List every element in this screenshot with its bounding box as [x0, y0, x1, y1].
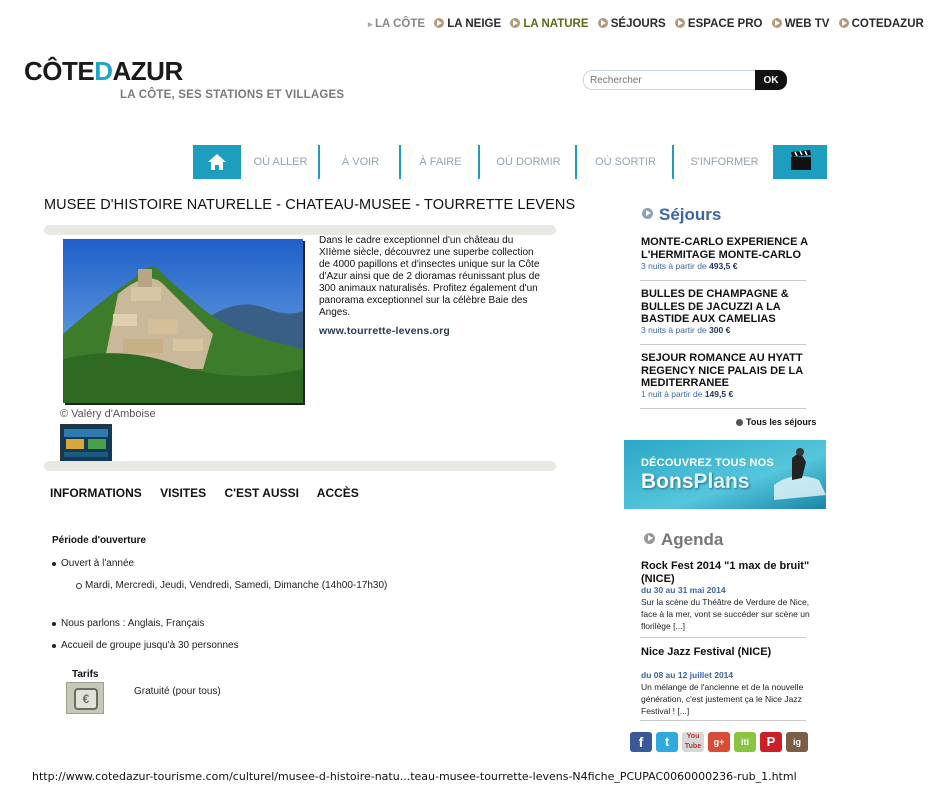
play-bullet-icon [644, 533, 655, 544]
divider [640, 720, 806, 721]
tab-visites[interactable]: VISITES [160, 486, 207, 500]
top-nav-sejours[interactable]: SÉJOURS [598, 18, 666, 30]
tab-c-est-aussi[interactable]: C'EST AUSSI [224, 486, 299, 500]
sejour-item-price: 3 nuits à partir de 300 € [641, 325, 731, 335]
sejour-item-price: 3 nuits à partir de 493,5 € [641, 261, 738, 271]
status-bar-url: http://www.cotedazur-tourisme.com/culturel/musee-d-histoire-natu...teau-musee-tourrette-levens-N4fiche_PCUPAC0060000236-rub_1.html [32, 770, 797, 783]
clapperboard-icon [775, 145, 827, 179]
agenda-item-title[interactable]: Rock Fest 2014 "1 max de bruit" (NICE) [641, 560, 810, 585]
agenda-item-desc: Sur la scène du Théâtre de Verdure de Nice, face à la mer, vont se succéder sur scène un florilège [...] [641, 597, 810, 631]
agenda-heading: Agenda [644, 530, 723, 550]
banner-title: BonsPlans [641, 470, 750, 493]
top-nav-web-tv[interactable]: WEB TV [772, 18, 830, 30]
content-top-bar [44, 225, 556, 235]
site-logo[interactable]: CÔTEDAZUR [24, 56, 183, 86]
instagram-icon[interactable]: ig [786, 732, 808, 752]
bons-plans-banner[interactable] [624, 440, 826, 509]
page-title: MUSEE D'HISTOIRE NATURELLE - CHATEAU-MUSEE - TOURRETTE LEVENS [44, 197, 576, 213]
divider [640, 637, 806, 638]
tab-acces[interactable]: ACCÈS [316, 486, 359, 500]
menu-ou-dormir[interactable]: OÙ DORMIR [480, 145, 577, 179]
play-bullet-icon [510, 18, 520, 28]
list-item-groups: Accueil de groupe jusqu'à 30 personnes [61, 640, 239, 651]
sejour-item-title[interactable]: SEJOUR ROMANCE AU HYATT REGENCY NICE PALAIS DE LA MEDITERRANEE [641, 352, 803, 389]
divider [640, 280, 806, 281]
itineraire-icon[interactable]: iti [734, 732, 756, 752]
play-bullet-icon [675, 18, 685, 28]
top-nav-la-neige[interactable]: LA NEIGE [434, 18, 501, 30]
sejour-item-price: 1 nuit à partir de 149,5 € [641, 389, 734, 399]
euro-icon: € [66, 682, 104, 714]
video-button[interactable] [775, 145, 827, 179]
agenda-item-date: du 08 au 12 juillet 2014 [641, 670, 734, 680]
divider [640, 408, 806, 409]
facebook-icon[interactable]: f [630, 732, 652, 752]
top-nav-la-cote[interactable]: ▸ LA CÔTE [368, 18, 425, 30]
sejour-item-title[interactable]: MONTE-CARLO EXPERIENCE A L'HERMITAGE MONTE-CARLO [641, 236, 808, 261]
photo-credit: © Valéry d'Amboise [60, 408, 156, 420]
sejour-item-title[interactable]: BULLES DE CHAMPAGNE & BULLES DE JACUZZI A LA BASTIDE AUX CAMELIAS [641, 288, 789, 325]
twitter-icon[interactable]: t [656, 732, 678, 752]
menu-ou-aller[interactable]: OÙ ALLER [241, 145, 320, 179]
pinterest-icon[interactable]: P [760, 732, 782, 752]
divider [640, 344, 806, 345]
all-sejours-link[interactable]: Tous les séjours [736, 417, 816, 427]
play-bullet-icon [434, 18, 444, 28]
list-item-days: Mardi, Mercredi, Jeudi, Vendredi, Samedi, Dimanche (14h00-17h30) [85, 580, 388, 591]
google-plus-icon[interactable]: g+ [708, 732, 730, 752]
main-menu [193, 145, 827, 179]
menu-a-voir[interactable]: À VOIR [320, 145, 401, 179]
agenda-item-desc: Un mélange de l'ancienne et de la nouvelle génération, c'est justement ça le Nice Jazz Festival ! [...] [641, 682, 804, 716]
menu-s-informer[interactable]: S'INFORMER [674, 145, 775, 179]
tarif-value: Gratuité (pour tous) [134, 686, 221, 697]
play-bullet-icon [642, 208, 653, 219]
tab-informations[interactable]: INFORMATIONS [50, 486, 142, 500]
top-nav [368, 18, 930, 30]
banner-line: DÉCOUVREZ TOUS NOS [641, 457, 774, 469]
content-bottom-bar [44, 461, 556, 471]
play-bullet-icon [598, 18, 608, 28]
play-bullet-icon [772, 18, 782, 28]
description-text: Dans le cadre exceptionnel d'un château du XIIème siècle, découvrez une superbe collection de 4000 papillons et d'insectes unique sur la Côte d'Azur ainsi que de 2 dioramas réunissant plus de 300 animaux naturalisés. Profitez également d'un panorama exceptionnel sur la célèbre Baie des Anges. [319, 235, 540, 318]
search-input[interactable] [583, 70, 767, 90]
tarifs-heading: Tarifs [72, 669, 99, 680]
site-tagline: LA CÔTE, SES STATIONS ET VILLAGES [120, 89, 345, 101]
hill-village-image [63, 239, 303, 403]
list-item-languages: Nous parlons : Anglais, Français [61, 618, 205, 629]
main-photo[interactable] [63, 239, 303, 403]
home-icon [193, 145, 241, 179]
website-link[interactable]: www.tourrette-levens.org [319, 325, 451, 337]
opening-heading: Période d'ouverture [52, 535, 147, 546]
agenda-item-title[interactable]: Nice Jazz Festival (NICE) [641, 646, 772, 658]
search-button[interactable]: OK [755, 70, 787, 90]
youtube-icon[interactable]: You Tube [682, 732, 704, 752]
agenda-item-date: du 30 au 31 mai 2014 [641, 585, 726, 595]
sejours-heading: Séjours [642, 205, 721, 225]
top-nav-cotedazur[interactable]: COTEDAZUR [839, 18, 924, 30]
list-item-open: Ouvert à l'année [61, 558, 135, 569]
thumbnail-image[interactable] [60, 424, 112, 462]
top-nav-la-nature[interactable]: LA NATURE [510, 18, 588, 30]
home-button[interactable] [193, 145, 241, 179]
info-tabs [50, 486, 374, 500]
play-bullet-icon [839, 18, 849, 28]
menu-a-faire[interactable]: À FAIRE [401, 145, 480, 179]
menu-ou-sortir[interactable]: OÙ SORTIR [577, 145, 674, 179]
top-nav-espace-pro[interactable]: ESPACE PRO [675, 18, 763, 30]
